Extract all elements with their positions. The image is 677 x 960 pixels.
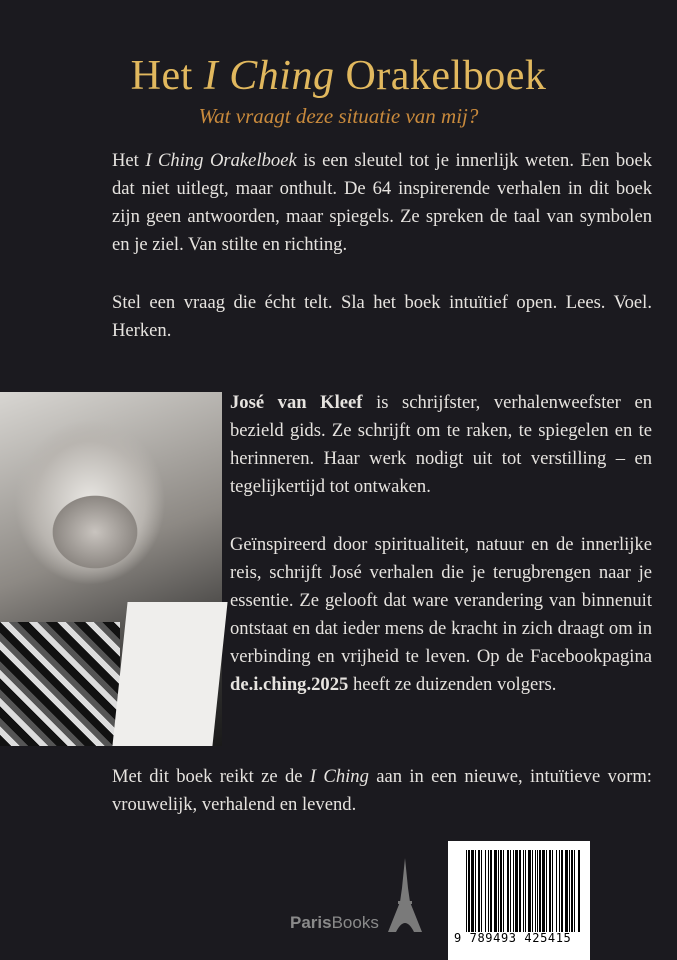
author-photo xyxy=(0,392,222,746)
facebook-page: de.i.ching.2025 xyxy=(230,674,349,695)
publisher-rest: Books xyxy=(331,913,379,932)
italic-text: I Ching xyxy=(309,766,369,787)
text: Met dit boek reikt ze de xyxy=(112,766,310,787)
eiffel-tower-icon xyxy=(388,858,422,932)
title-part: Orakelboek xyxy=(334,53,547,99)
closing-paragraph xyxy=(112,763,652,819)
text: is schrijfster, verhalenweefster en bezield gids. Ze schrijft om te raken, te spiegelen en te herinneren. Haar werk nodigt uit tot verstilling – en tegelijkertijd tot ontwaken. xyxy=(230,392,652,497)
intro-paragraph-2: Stel een vraag die écht telt. Sla het boek intuïtief open. Lees. Voel. Herken. xyxy=(112,292,652,341)
isbn-number: 9 789493 425415 xyxy=(454,931,572,945)
author-bio xyxy=(230,389,652,501)
publisher-bold: Paris xyxy=(290,913,332,932)
title-part: Het xyxy=(130,53,204,99)
barcode xyxy=(448,841,590,960)
author-bio-2 xyxy=(230,531,652,699)
book-subtitle: Wat vraagt deze situatie van mij? xyxy=(198,104,479,128)
text: Geïnspireerd door spiritualiteit, natuur en de innerlijke reis, schrijft José verhalen die je terugbrengen naar je essentie. Ze gelooft dat ware verandering van binnenuit ontstaat en dat ieder mens de kracht in zich draagt om in verbinding en vrijheid te leven. Op de Facebookpagina xyxy=(230,534,652,667)
book-title xyxy=(0,52,677,100)
author-name: José van Kleef xyxy=(230,392,363,413)
text: heeft ze duizenden volgers. xyxy=(348,674,557,695)
italic-text: I Ching Orakelboek xyxy=(145,150,297,171)
text: is een sleutel tot je innerlijk weten. Een boek dat niet uitlegt, maar onthult. De 64 inspirerende verhalen in dit boek zijn geen antwoorden, maar spiegels. Ze spreken de taal van symbolen en je ziel. Van stilte en richting. xyxy=(112,150,653,255)
text: aan in een nieuwe, intuïtieve vorm: vrouwelijk, verhalend en levend. xyxy=(112,766,652,815)
text: Het xyxy=(112,150,146,171)
title-italic: I Ching xyxy=(203,53,335,99)
publisher-logo xyxy=(290,913,379,933)
intro-paragraph xyxy=(112,147,652,259)
